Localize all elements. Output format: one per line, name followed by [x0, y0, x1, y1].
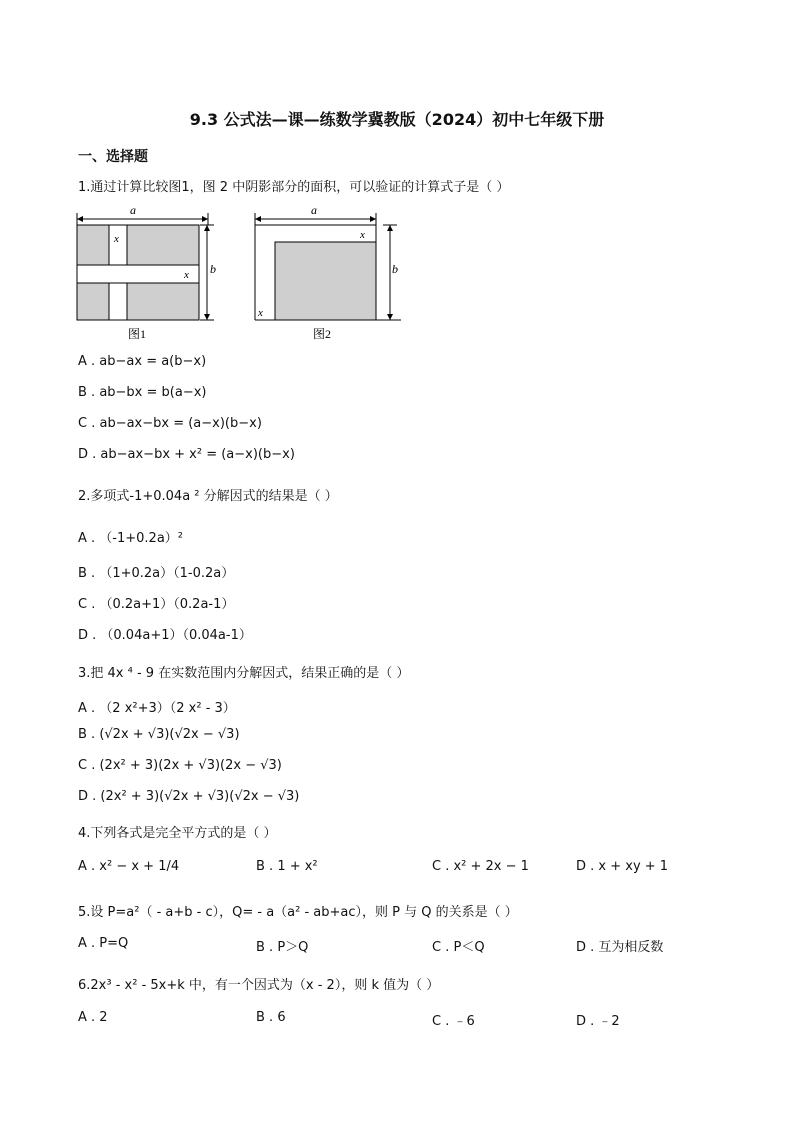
- question-1-option-b: B . ab−bx = b(a−x): [78, 385, 207, 400]
- question-3-option-c: C . (2x² + 3)(2x + √3)(2x − √3): [78, 758, 282, 773]
- question-6-option-c: C . ﹣6: [432, 1014, 475, 1029]
- fig1-caption: 图1: [128, 327, 147, 341]
- fig1-label-x-horizontal: x: [184, 269, 189, 281]
- question-2-option-d: D . （0.04a+1）（0.04a-1）: [78, 628, 252, 643]
- question-5-option-b: B . P＞Q: [256, 940, 309, 955]
- question-5-option-c: C . P＜Q: [432, 940, 485, 955]
- question-6-option-a: A . 2: [78, 1010, 108, 1025]
- question-4-option-d: D . x + xy + 1: [576, 859, 669, 874]
- question-2-option-c: C . （0.2a+1）（0.2a-1）: [78, 597, 235, 612]
- question-6-option-b: B . 6: [256, 1010, 286, 1025]
- question-3-option-b: B . (√2x + √3)(√2x − √3): [78, 727, 240, 742]
- fig1-label-a: a: [130, 203, 136, 217]
- question-4-option-a: A . x² − x + 1/4: [78, 859, 180, 874]
- question-2-option-a: A . （-1+0.2a）²: [78, 531, 183, 546]
- question-3-option-d: D . (2x² + 3)(√2x + √3)(√2x − √3): [78, 789, 300, 804]
- question-4-option-c: C . x² + 2x − 1: [432, 859, 529, 874]
- question-1-option-a: A . ab−ax = a(b−x): [78, 354, 207, 369]
- question-4-option-b: B . 1 + x²: [256, 859, 318, 874]
- fig2-label-a: a: [311, 203, 317, 217]
- question-5-stem: 5.设 P=a²（ - a+b - c），Q= - a（a² - ab+ac），则 P 与 Q 的关系是（ ）: [78, 905, 518, 920]
- question-5-option-a: A . P=Q: [78, 936, 129, 951]
- fig1-label-x-vertical: x: [114, 233, 119, 245]
- figure-2: [255, 203, 401, 341]
- section-heading: 一、选择题: [78, 149, 148, 165]
- fig2-label-b: b: [392, 262, 398, 276]
- question-2-option-b: B . （1+0.2a）（1-0.2a）: [78, 566, 235, 581]
- question-4-stem: 4.下列各式是完全平方式的是（ ）: [78, 826, 277, 841]
- question-5-option-d: D . 互为相反数: [576, 940, 664, 955]
- fig2-caption: 图2: [313, 327, 332, 341]
- question-1-option-d: D . ab−ax−bx + x² = (a−x)(b−x): [78, 447, 295, 462]
- question-3-stem: 3.把 4x ⁴ - 9 在实数范围内分解因式，结果正确的是（ ）: [78, 666, 410, 681]
- question-2-stem: 2.多项式-1+0.04a ² 分解因式的结果是（ ）: [78, 489, 338, 504]
- question-1-option-c: C . ab−ax−bx = (a−x)(b−x): [78, 416, 262, 431]
- question-6-option-d: D . ﹣2: [576, 1014, 620, 1029]
- fig2-label-x-top: x: [360, 229, 365, 241]
- question-3-option-a: A . （2 x²+3）（2 x² - 3）: [78, 701, 236, 716]
- question-6-stem: 6.2x³ - x² - 5x+k 中，有一个因式为（x - 2），则 k 值为（ ）: [78, 978, 440, 993]
- question-1-stem: 1.通过计算比较图1，图 2 中阴影部分的面积，可以验证的计算式子是（ ）: [78, 180, 510, 195]
- fig2-label-x-left: x: [258, 307, 263, 319]
- figure-1: [77, 203, 216, 341]
- question-1-figures: [70, 200, 410, 345]
- page-title: 9.3 公式法—课—练数学冀教版（2024）初中七年级下册: [189, 110, 605, 129]
- fig1-label-b: b: [210, 262, 216, 276]
